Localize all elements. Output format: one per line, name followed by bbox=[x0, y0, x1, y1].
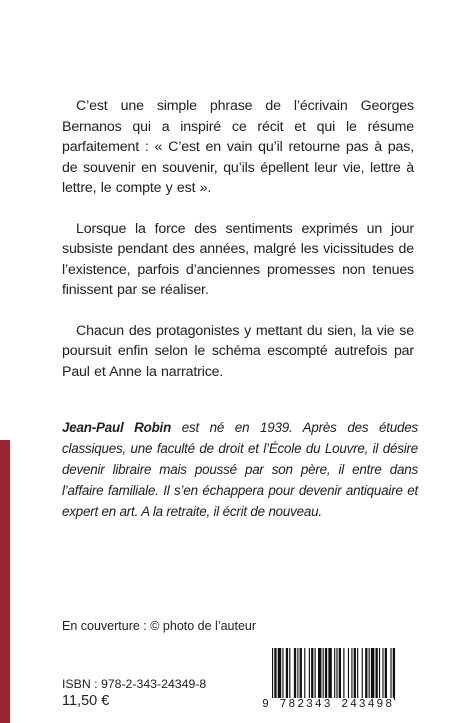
barcode-bar bbox=[323, 648, 324, 700]
barcode-bar bbox=[304, 648, 305, 700]
blurb-paragraph-1: C’est une simple phrase de l’écrivain Georges Bernanos qui a inspiré ce récit et qui le résume parfaitement : « C’est en vain qu’il retourne pas à pas, de souvenir en souvenir, qu’ils épellent leur vie, lettre à lettre, le compte y est ». bbox=[62, 98, 414, 196]
barcode-bar bbox=[294, 648, 296, 700]
barcode-bar bbox=[376, 648, 378, 700]
barcode-bar bbox=[282, 648, 283, 700]
barcode-bar bbox=[348, 648, 349, 700]
barcode-bar bbox=[311, 648, 313, 700]
barcode bbox=[262, 648, 422, 712]
barcode-bar bbox=[336, 648, 337, 700]
blurb-paragraph-2: Lorsque la force des sentiments exprimés un jour subsiste pendant des années, malgré les vicissitudes de l’existence, parfois d’anciennes promesses non tenues finissent par se réaliser. bbox=[62, 220, 414, 298]
barcode-bar bbox=[393, 648, 395, 700]
barcode-bar bbox=[390, 648, 391, 700]
barcode-bar bbox=[343, 648, 344, 700]
barcode-bar bbox=[315, 648, 316, 700]
author-name: Jean-Paul Robin bbox=[62, 420, 172, 435]
barcode-bar bbox=[351, 648, 352, 700]
barcode-bar bbox=[318, 648, 321, 700]
barcode-bar bbox=[334, 648, 335, 700]
barcode-bar bbox=[325, 648, 327, 700]
barcode-bar bbox=[385, 648, 387, 700]
price: 11,50 € bbox=[62, 693, 110, 709]
cover-credit: En couverture : © photo de l’auteur bbox=[62, 619, 257, 633]
barcode-bar bbox=[286, 648, 288, 700]
barcode-bar bbox=[328, 648, 331, 700]
blurb-paragraph-3: Chacun des protagonistes y mettant du sien, la vie se poursuit enfin selon le schéma escompté autrefois par Paul et Anne la narratrice. bbox=[62, 322, 414, 380]
barcode-bars bbox=[262, 648, 422, 700]
barcode-bar bbox=[371, 648, 374, 700]
isbn: ISBN : 978-2-343-24349-8 bbox=[62, 677, 207, 691]
barcode-bar bbox=[357, 648, 358, 700]
barcode-bar bbox=[300, 648, 302, 700]
barcode-number: 9 782343 243498 bbox=[262, 698, 395, 711]
barcode-bar bbox=[362, 648, 363, 700]
barcode-bar bbox=[289, 648, 290, 700]
barcode-bar bbox=[272, 648, 273, 700]
barcode-bar bbox=[309, 648, 310, 700]
barcode-bar bbox=[379, 648, 380, 700]
barcode-bar bbox=[339, 648, 341, 700]
author-bio-text: est né en 1939. Après des études classiques, une faculté de droit et l’École du Louvre, il désire devenir libraire mais poussé par son père, il entre dans l’affaire familiale. Il s’en échappera pour devenir antiquaire et expert en art. A la retraite, il écrit de nouveau. bbox=[62, 420, 418, 519]
barcode-bar bbox=[297, 648, 298, 700]
barcode-bar bbox=[365, 648, 367, 700]
barcode-bar bbox=[278, 648, 281, 700]
accent-strip bbox=[0, 440, 10, 723]
barcode-bar bbox=[382, 648, 383, 700]
barcode-bar bbox=[369, 648, 370, 700]
author-bio bbox=[62, 417, 418, 522]
barcode-bar bbox=[274, 648, 276, 700]
back-cover-blurb bbox=[62, 96, 414, 402]
barcode-bar bbox=[354, 648, 356, 700]
